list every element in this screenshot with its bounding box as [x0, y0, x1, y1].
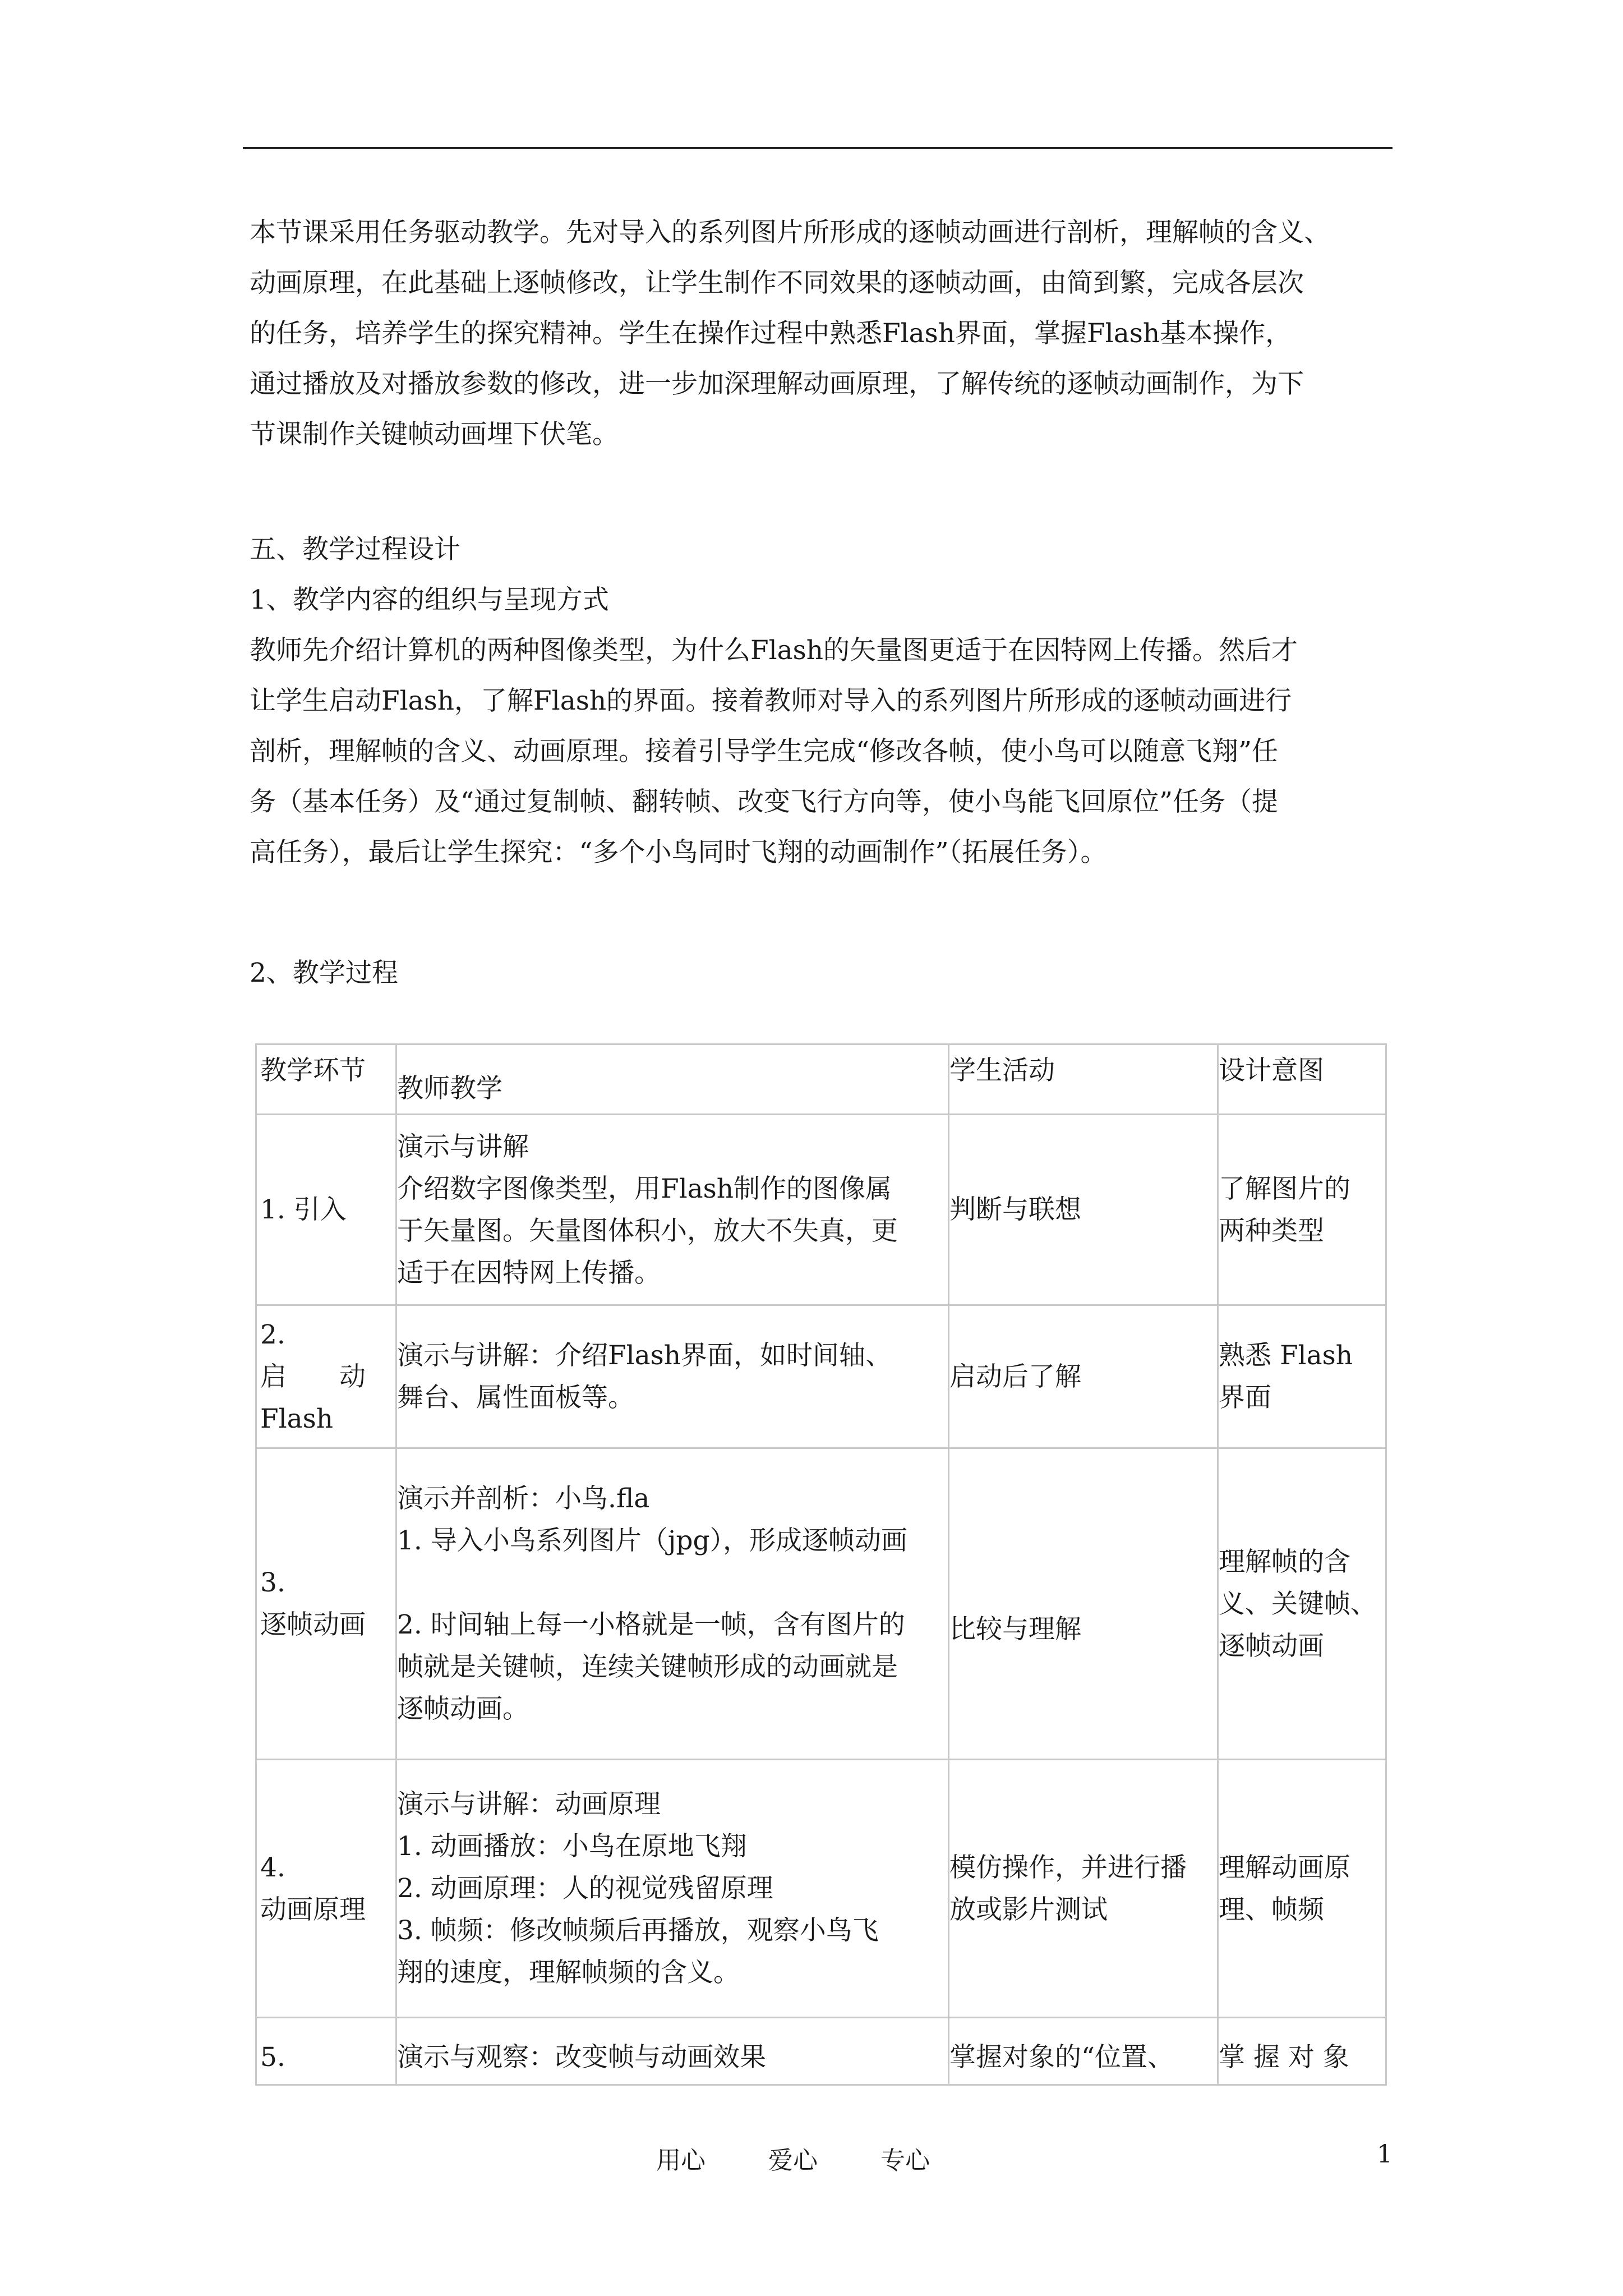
- teacher-line: 1. 导入小鸟系列图片（jpg），形成逐帧动画: [397, 1525, 908, 1556]
- row-student: [949, 2018, 1218, 2085]
- subsection-heading-1: 1、教学内容的组织与呈现方式: [250, 585, 609, 615]
- content-line: 剖析，理解帧的含义、动画原理。接着引导学生完成“修改各帧，使小鸟可以随意飞翔”任: [250, 736, 1279, 767]
- lesson-process-table: [255, 1043, 1387, 2086]
- teacher-line: 演示与讲解: [397, 1131, 529, 1162]
- student-line: 启动后了解: [949, 1361, 1081, 1392]
- teacher-line: 适于在因特网上传播。: [397, 1257, 661, 1289]
- student-line: 模仿操作，并进行播: [949, 1852, 1187, 1883]
- student-line: 比较与理解: [949, 1613, 1081, 1645]
- intent-line: 理解动画原: [1219, 1852, 1350, 1883]
- teacher-line: 翔的速度，理解帧频的含义。: [397, 1957, 740, 1988]
- footer-motto-1: 用心: [656, 2146, 706, 2175]
- teacher-line: 介绍数字图像类型，用Flash制作的图像属: [397, 1173, 892, 1204]
- stage-line: 3.: [260, 1567, 285, 1598]
- row-intent: [1218, 1115, 1386, 1305]
- header-rule: [243, 147, 1393, 149]
- intent-line: 掌 握 对 象: [1219, 2042, 1349, 2073]
- stage-line: 启 动: [260, 1361, 366, 1392]
- stage-line: 逐帧动画: [260, 1609, 366, 1640]
- row-stage: [256, 1305, 396, 1448]
- student-line: 判断与联想: [949, 1194, 1081, 1225]
- page-number: 1: [1377, 2140, 1393, 2169]
- intent-line: 熟悉 Flash: [1219, 1340, 1353, 1371]
- intro-line: 通过播放及对播放参数的修改，进一步加深理解动画原理，了解传统的逐帧动画制作，为下: [250, 369, 1304, 399]
- table-row: [256, 1448, 1386, 1760]
- teacher-line: 3. 帧频：修改帧频后再播放，观察小鸟飞: [397, 1915, 879, 1946]
- table-row: [256, 1115, 1386, 1305]
- teacher-line: 逐帧动画。: [397, 1694, 529, 1724]
- intent-line: 理、帧频: [1219, 1894, 1324, 1925]
- header-student: 学生活动: [949, 1045, 1218, 1115]
- header-stage: 教学环节: [256, 1045, 396, 1115]
- intent-line: 了解图片的: [1219, 1173, 1350, 1204]
- row-stage: [256, 1448, 396, 1760]
- row-student: [949, 1305, 1218, 1448]
- intent-line: 逐帧动画: [1219, 1630, 1324, 1662]
- stage-line: 5.: [260, 2042, 285, 2073]
- intent-line: 两种类型: [1219, 1215, 1324, 1246]
- table-row: [256, 2018, 1386, 2085]
- row-intent: [1218, 1448, 1386, 1760]
- row-stage: [256, 2018, 396, 2085]
- row-intent: [1218, 2018, 1386, 2085]
- teacher-line: 2. 时间轴上每一小格就是一帧，含有图片的: [397, 1609, 905, 1640]
- teacher-line: 于矢量图。矢量图体积小，放大不失真，更: [397, 1215, 898, 1246]
- row-student: [949, 1448, 1218, 1760]
- intro-line: 的任务，培养学生的探究精神。学生在操作过程中熟悉Flash界面，掌握Flash基本操作，: [250, 318, 1292, 349]
- table-row: [256, 1760, 1386, 2018]
- stage-line: 4.: [260, 1852, 285, 1883]
- intro-line: 本节课采用任务驱动教学。先对导入的系列图片所形成的逐帧动画进行剖析，理解帧的含义、: [250, 217, 1330, 248]
- teacher-line: 帧就是关键帧，连续关键帧形成的动画就是: [397, 1651, 898, 1682]
- teacher-line: 演示与讲解：介绍Flash界面，如时间轴、: [397, 1340, 892, 1371]
- content-line: 让学生启动Flash，了解Flash的界面。接着教师对导入的系列图片所形成的逐帧动画进行: [250, 685, 1292, 716]
- row-teacher: [396, 1115, 949, 1305]
- content-paragraph: [250, 625, 1391, 878]
- teacher-line: 演示与讲解：动画原理: [397, 1789, 661, 1820]
- row-teacher: [396, 1448, 949, 1760]
- content-line: 教师先介绍计算机的两种图像类型，为什么Flash的矢量图更适于在因特网上传播。然后才: [250, 635, 1298, 666]
- student-line: 放或影片测试: [949, 1894, 1108, 1925]
- teacher-line: 演示与观察：改变帧与动画效果: [397, 2042, 766, 2073]
- stage-line: Flash: [260, 1403, 334, 1434]
- section-heading: 五、教学过程设计: [250, 534, 460, 565]
- teacher-line: [397, 1562, 948, 1604]
- intent-line: 理解帧的含: [1219, 1546, 1350, 1577]
- intent-line: 界面: [1219, 1382, 1271, 1413]
- header-teacher: 教师教学: [396, 1045, 949, 1115]
- footer-motto-3: 专心: [880, 2146, 930, 2175]
- intro-paragraph: [250, 208, 1391, 460]
- table-header-row: [256, 1045, 1386, 1115]
- intro-line: 节课制作关键帧动画埋下伏笔。: [250, 419, 619, 450]
- stage-line: 动画原理: [260, 1894, 366, 1925]
- row-student: [949, 1760, 1218, 2018]
- header-intent: 设计意图: [1218, 1045, 1386, 1115]
- row-stage: [256, 1760, 396, 2018]
- row-stage: [256, 1115, 396, 1305]
- row-intent: [1218, 1305, 1386, 1448]
- table-row: [256, 1305, 1386, 1448]
- content-line: 高任务），最后让学生探究：“多个小鸟同时飞翔的动画制作”（拓展任务）。: [250, 837, 1107, 868]
- row-student: [949, 1115, 1218, 1305]
- student-line: 掌握对象的“位置、: [949, 2042, 1174, 2073]
- row-teacher: [396, 1760, 949, 2018]
- intent-line: 义、关键帧、: [1219, 1588, 1377, 1619]
- teacher-line: 2. 动画原理：人的视觉残留原理: [397, 1873, 773, 1904]
- content-line: 务（基本任务）及“通过复制帧、翻转帧、改变飞行方向等，使小鸟能飞回原位”任务（提: [250, 786, 1279, 817]
- row-teacher: [396, 1305, 949, 1448]
- intro-line: 动画原理，在此基础上逐帧修改，让学生制作不同效果的逐帧动画，由简到繁，完成各层次: [250, 268, 1304, 298]
- row-intent: [1218, 1760, 1386, 2018]
- stage-line: 1. 引入: [260, 1194, 347, 1225]
- teacher-line: 舞台、属性面板等。: [397, 1382, 634, 1413]
- row-teacher: [396, 2018, 949, 2085]
- stage-line: 2.: [260, 1319, 285, 1350]
- teacher-line: 1. 动画播放：小鸟在原地飞翔: [397, 1831, 747, 1862]
- teacher-line: 演示并剖析：小鸟.fla: [397, 1483, 650, 1514]
- footer-motto-2: 爱心: [768, 2146, 818, 2175]
- subsection-heading-2: 2、教学过程: [250, 958, 398, 988]
